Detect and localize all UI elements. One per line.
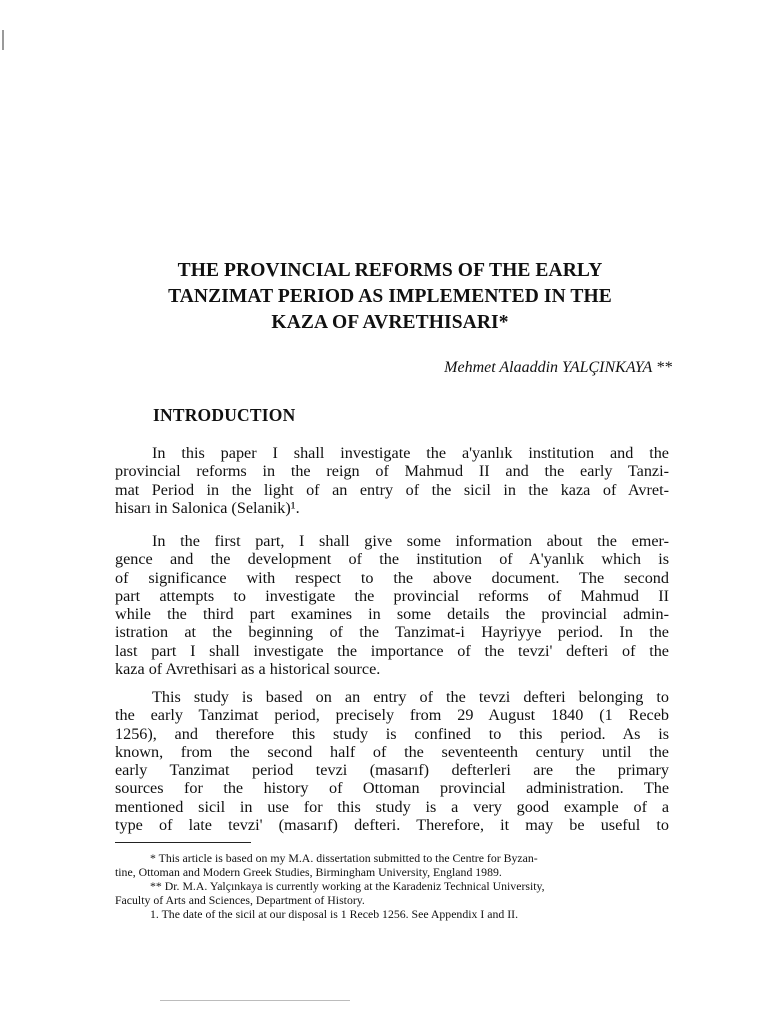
author-name: Mehmet Alaaddin YALÇINKAYA ** [444, 359, 672, 376]
paragraph-line: In this paper I shall investigate the a'yanlık institution and the [152, 444, 669, 462]
paragraph-line: the early Tanzimat period, precisely from 29 August 1840 (1 Receb [115, 706, 669, 725]
paragraph-line: sources for the history of Ottoman provincial administration. The [115, 779, 669, 798]
footnote-line: ** Dr. M.A. Yalçınkaya is currently working at the Karadeniz Technical University, [150, 879, 545, 893]
article-title [100, 258, 680, 336]
paragraph-line: kaza of Avrethisari as a historical source. [115, 660, 381, 679]
scan-bottom-mark [160, 1000, 350, 1001]
paragraph-3 [115, 688, 669, 834]
paragraph-line: known, from the second half of the seventeenth century until the [115, 742, 669, 761]
paragraph-line: hisarı in Salonica (Selanik)¹. [115, 498, 300, 517]
paragraph-line: mentioned sicil in use for this study is a very good example of a [115, 797, 669, 816]
footnote-line: Faculty of Arts and Sciences, Department of History. [115, 893, 365, 907]
paragraph-1 [115, 444, 669, 517]
paragraph-line: istration at the beginning of the Tanzimat-i Hayriyye period. In the [115, 623, 669, 642]
footnote-separator [115, 842, 251, 843]
paragraph-line: In the first part, I shall give some information about the emer- [152, 532, 669, 550]
paragraph-line: 1256), and therefore this study is confined to this period. As is [115, 724, 669, 743]
scan-edge-mark [2, 30, 4, 50]
paragraph-line: gence and the development of the institution of A'yanlık which is [115, 550, 669, 569]
paragraph-line: type of late tevzi' (masarıf) defteri. Therefore, it may be useful to [115, 816, 669, 835]
paragraph-line: provincial reforms in the reign of Mahmud II and the early Tanzi- [115, 462, 669, 481]
paragraph-line: while the third part examines in some details the provincial admin- [115, 605, 669, 624]
footnote-line: * This article is based on my M.A. dissertation submitted to the Centre for Byzan- [150, 851, 538, 865]
footnote-line: tine, Ottoman and Modern Greek Studies, Birmingham University, England 1989. [115, 865, 502, 879]
title-line-2: TANZIMAT PERIOD AS IMPLEMENTED IN THE [168, 286, 612, 307]
paragraph-line: of significance with respect to the above document. The second [115, 568, 669, 587]
footnote-line: 1. The date of the sicil at our disposal is 1 Receb 1256. See Appendix I and II. [150, 907, 519, 921]
paragraph-2 [115, 532, 669, 678]
title-line-1: THE PROVINCIAL REFORMS OF THE EARLY [177, 260, 603, 281]
title-line-3: KAZA OF AVRETHISARI* [271, 312, 509, 333]
paragraph-line: mat Period in the light of an entry of the sicil in the kaza of Avret- [115, 480, 669, 499]
paragraph-line: last part I shall investigate the importance of the tevzi' defteri of the [115, 641, 669, 660]
footnotes [115, 851, 670, 921]
paragraph-line: This study is based on an entry of the tevzi defteri belonging to [152, 688, 669, 706]
paragraph-line: early Tanzimat period tevzi (masarıf) defterleri are the primary [115, 761, 669, 780]
section-heading: INTRODUCTION [153, 405, 296, 425]
paragraph-line: part attempts to investigate the provincial reforms of Mahmud II [115, 586, 669, 605]
